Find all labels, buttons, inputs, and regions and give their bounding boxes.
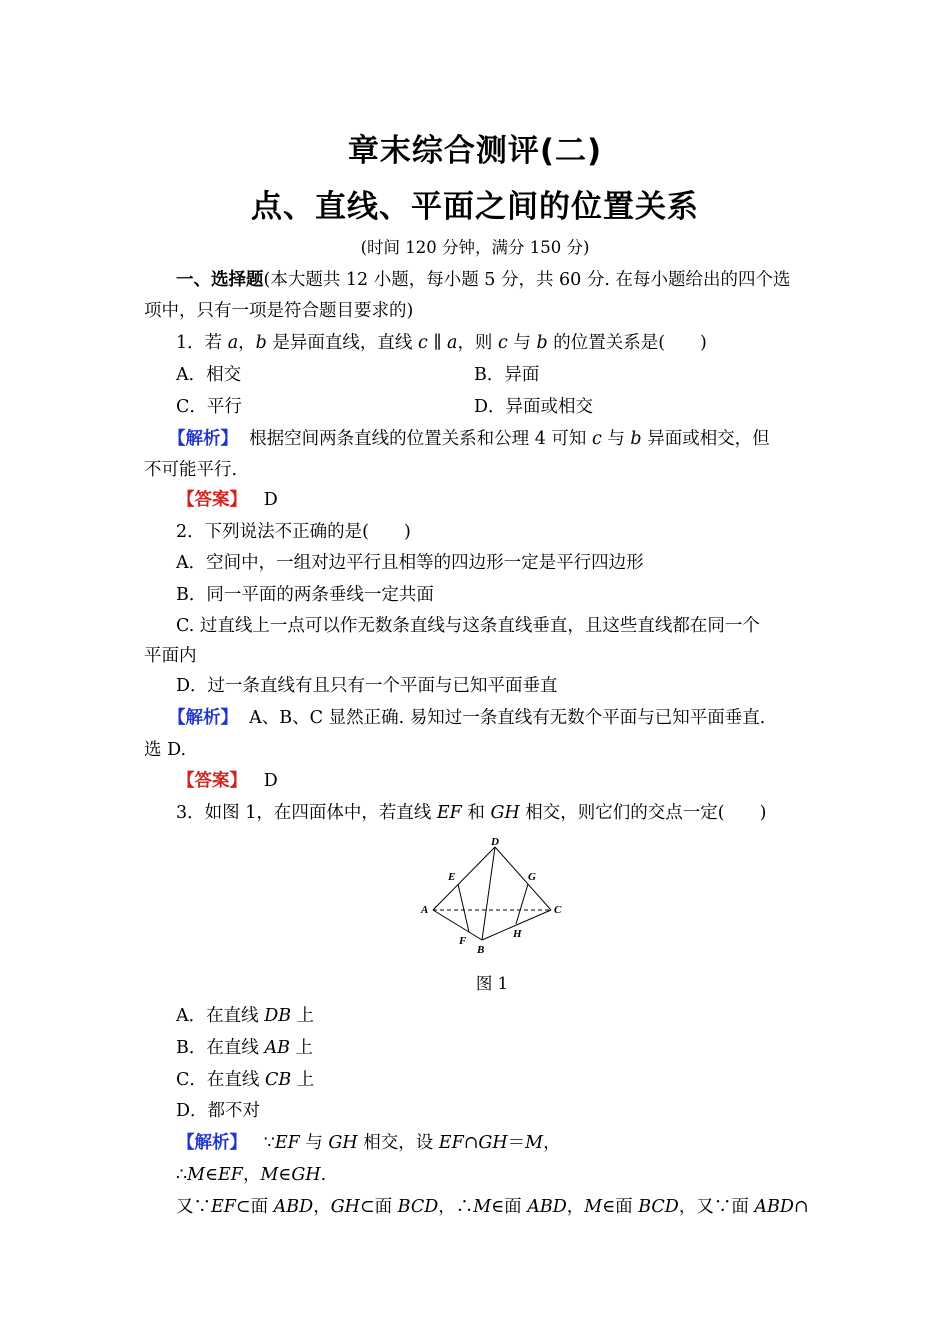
math-segment: ⊂面 <box>235 1197 274 1217</box>
analysis-tag: 【解析】 <box>168 429 238 449</box>
math-segment: ABD <box>527 1197 567 1217</box>
question-3-stem: 3．如图 1，在四面体中，若直线 EF 和 GH 相交，则它们的交点一定( ) <box>176 803 767 823</box>
math-segment: ， <box>313 1197 331 1217</box>
segment-gh <box>516 884 528 924</box>
math-segment: GH <box>330 1197 360 1217</box>
q1-analysis-line-1: 【解析】 根据空间两条直线的位置关系和公理 4 可知 c 与 b 异面或相交，但 <box>168 429 770 449</box>
math-segment: GH <box>328 1133 358 1153</box>
section-heading <box>176 268 791 292</box>
math-segment: EF <box>274 1133 300 1153</box>
section-text-1: (本大题共 12 小题，每小题 5 分，共 60 分. 在每小题给出的四个选 <box>263 270 791 290</box>
q1-answer: 【答案】 D <box>177 490 278 510</box>
q1-option-c: C．平行 <box>176 397 242 417</box>
q2-option-c-cont: 平面内 <box>144 646 197 666</box>
math-segment: GH <box>478 1133 508 1153</box>
math-segment: ，∴ <box>438 1197 474 1217</box>
question-2-stem: 2．下列说法不正确的是( ) <box>176 522 411 542</box>
q2-option-c: C. 过直线上一点可以作无数条直线与这条直线垂直，且这些直线都在同一个 <box>176 616 760 636</box>
analysis-tag: 【解析】 <box>168 708 238 728</box>
chapter-subtitle: 点、直线、平面之间的位置关系 <box>251 189 699 225</box>
math-segment: ∩ <box>793 1197 809 1217</box>
q1-analysis-line-2: 不可能平行. <box>144 460 238 480</box>
math-segment: BCD <box>638 1197 679 1217</box>
tetrahedron-figure <box>416 832 566 960</box>
math-segment: ∈面 <box>602 1197 639 1217</box>
q3-option-b: B．在直线 AB 上 <box>176 1038 314 1058</box>
math-segment: ＝ <box>507 1133 526 1153</box>
math-segment: ， <box>543 1133 561 1153</box>
math-segment: M <box>525 1133 544 1153</box>
analysis-tag: 【解析】 <box>177 1133 247 1153</box>
math-segment: ∈ <box>205 1165 219 1185</box>
edge-db <box>482 847 495 940</box>
q1-option-b: B．异面 <box>474 365 540 385</box>
q3-option-c: C．在直线 CB 上 <box>176 1070 315 1090</box>
edge-ab <box>433 910 482 940</box>
math-segment: ，又∵面 <box>678 1197 755 1217</box>
q3-analysis-line-2 <box>176 1163 326 1187</box>
point-label-b: B <box>477 944 485 956</box>
q3-ana2-segs <box>176 1165 326 1185</box>
q3-ana3-segs <box>176 1197 809 1217</box>
q2-analysis-line-2: 选 D. <box>144 740 187 760</box>
math-segment: ∵ <box>263 1133 275 1153</box>
point-label-f: F <box>459 935 467 947</box>
figure-caption: 图 1 <box>475 974 509 993</box>
q3-analysis-line-3 <box>176 1195 809 1219</box>
math-segment: ∈ <box>278 1165 292 1185</box>
math-segment: M <box>473 1197 492 1217</box>
q1-option-a: A．相交 <box>176 365 242 385</box>
q3-analysis-line-1 <box>177 1131 561 1155</box>
point-label-e: E <box>448 871 456 883</box>
q2-answer: 【答案】 D <box>177 771 278 791</box>
q2-option-d: D．过一条直线有且只有一个平面与已知平面垂直 <box>176 676 558 696</box>
math-segment: ， <box>566 1197 585 1217</box>
tetrahedron-diagram <box>416 832 566 960</box>
math-segment: BCD <box>397 1197 439 1217</box>
segment-ef <box>458 884 469 932</box>
section-label: 一、选择题 <box>176 270 264 290</box>
math-segment: ， <box>242 1165 261 1185</box>
answer-tag: 【答案】 <box>177 490 247 510</box>
q2-option-a: A．空间中，一组对边平行且相等的四边形一定是平行四边形 <box>176 553 644 573</box>
math-segment: EF <box>211 1197 236 1217</box>
math-segment: ∈面 <box>491 1197 528 1217</box>
math-segment: ABD <box>754 1197 794 1217</box>
exam-info: (时间 120 分钟，满分 150 分) <box>360 238 590 257</box>
answer-tag: 【答案】 <box>177 771 247 791</box>
edge-ad <box>433 847 495 910</box>
q3-ana1-segs <box>264 1133 561 1153</box>
math-segment: ∴ <box>176 1165 188 1185</box>
question-1-stem: 1．若 a，b 是异面直线，直线 c ∥ a，则 c 与 b 的位置关系是( ) <box>176 333 707 353</box>
math-segment: ABD <box>273 1197 314 1217</box>
point-label-a: A <box>421 904 429 916</box>
math-segment: EF <box>438 1133 464 1153</box>
q1-option-d: D．异面或相交 <box>474 397 594 417</box>
q2-analysis-line-1: 【解析】 A、B、C 显然正确. 易知过一条直线有无数个平面与已知平面垂直. <box>168 708 766 728</box>
point-label-h: H <box>513 928 522 940</box>
math-segment: GH. <box>291 1165 327 1185</box>
chapter-title: 章末综合测评(二) <box>347 133 603 169</box>
point-label-c: C <box>554 904 562 916</box>
q3-option-d: D．都不对 <box>176 1101 261 1121</box>
q3-option-a: A．在直线 DB 上 <box>176 1006 315 1026</box>
point-label-d: D <box>491 836 499 848</box>
math-segment: 与 <box>299 1133 329 1153</box>
section-text-2: 项中，只有一项是符合题目要求的) <box>144 301 414 321</box>
math-segment: ⊂面 <box>359 1197 398 1217</box>
math-segment: EF <box>218 1165 243 1185</box>
math-segment: 相交，设 <box>357 1133 439 1153</box>
math-segment: M <box>187 1165 206 1185</box>
point-label-g: G <box>528 871 536 883</box>
math-segment: M <box>260 1165 279 1185</box>
q2-option-b: B．同一平面的两条垂线一定共面 <box>176 585 434 605</box>
math-segment: 又∵ <box>176 1197 211 1217</box>
math-segment: ∩ <box>463 1133 479 1153</box>
math-segment: M <box>584 1197 603 1217</box>
